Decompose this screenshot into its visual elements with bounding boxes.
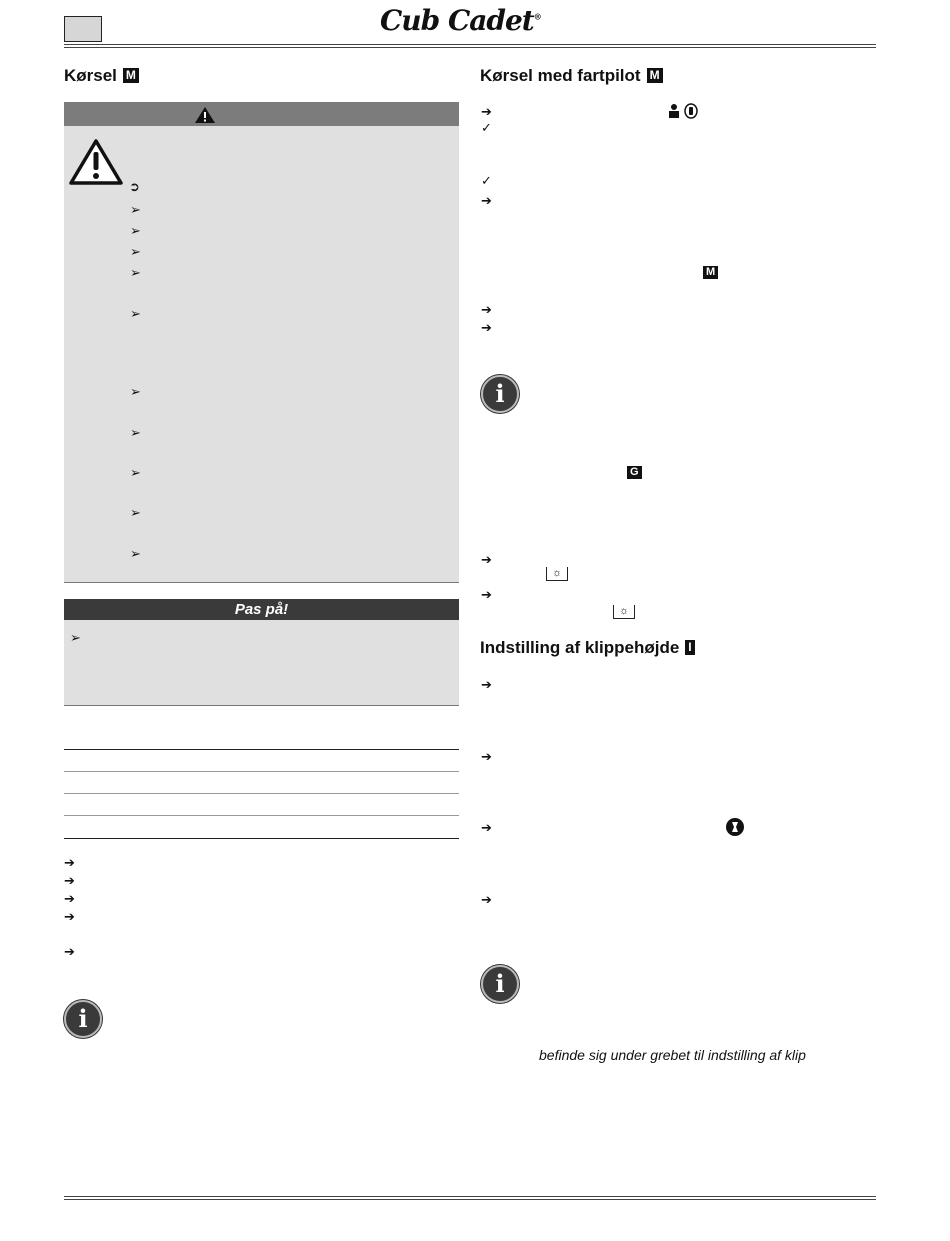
info-icon: i xyxy=(64,1000,102,1038)
table-row xyxy=(64,749,459,750)
arrow-icon: ➔ xyxy=(481,104,492,119)
warning-triangle-icon xyxy=(194,106,216,124)
header-rule xyxy=(64,47,876,48)
check-icon: ✓ xyxy=(481,173,492,188)
info-note-text: befinde sig under grebet til indstilling af klip xyxy=(539,1047,806,1063)
arrow-icon: ➔ xyxy=(64,909,75,924)
bullet-icon: ➢ xyxy=(130,465,141,480)
bullet-icon: ➢ xyxy=(130,306,141,321)
bullet-icon: ➢ xyxy=(130,546,141,561)
figure-tag: M xyxy=(647,68,663,83)
bullet-icon: ➢ xyxy=(130,202,141,217)
warning-triangle-icon xyxy=(68,138,124,186)
figure-tag: G xyxy=(627,466,642,479)
info-icon: i xyxy=(481,375,519,413)
arrow-icon: ➔ xyxy=(481,552,492,567)
warning-header xyxy=(64,102,459,126)
info-icon: i xyxy=(481,965,519,1003)
table-row xyxy=(64,838,459,839)
figure-tag: I xyxy=(685,640,694,655)
arrow-icon: ➔ xyxy=(64,944,75,959)
section-title-driving: Kørsel M xyxy=(64,66,139,86)
footer-rule xyxy=(64,1199,876,1200)
light-switch-icon: ☼ xyxy=(613,605,635,619)
light-switch-icon: ☼ xyxy=(546,567,568,581)
page-number-box xyxy=(64,16,102,42)
arrow-icon: ➔ xyxy=(481,820,492,835)
caution-header: Pas på! xyxy=(64,599,459,620)
table-row xyxy=(64,815,459,816)
bullet-icon: ➢ xyxy=(130,244,141,259)
arrow-icon: ➔ xyxy=(481,587,492,602)
section-title-cutting-height: Indstilling af klippehøjde I xyxy=(480,638,695,658)
figure-tag: M xyxy=(703,266,718,279)
bullet-icon: ➢ xyxy=(70,630,81,645)
cruise-control-icon xyxy=(667,103,701,119)
brand-logo: Cub Cadet® xyxy=(380,4,541,37)
bullet-icon: ➢ xyxy=(130,265,141,280)
table-row xyxy=(64,771,459,772)
check-icon: ✓ xyxy=(481,120,492,135)
arrow-icon: ➔ xyxy=(64,855,75,870)
bullet-icon: ➢ xyxy=(130,505,141,520)
arrow-icon: ➔ xyxy=(481,193,492,208)
arrow-icon: ➔ xyxy=(64,891,75,906)
table-row xyxy=(64,793,459,794)
bullet-icon: ➢ xyxy=(130,223,141,238)
circle-arrow-icon: ➲ xyxy=(129,179,140,194)
arrow-icon: ➔ xyxy=(481,892,492,907)
figure-tag: M xyxy=(123,68,139,83)
arrow-icon: ➔ xyxy=(481,677,492,692)
cutting-height-lever-icon xyxy=(725,817,745,837)
arrow-icon: ➔ xyxy=(481,302,492,317)
arrow-icon: ➔ xyxy=(481,320,492,335)
section-title-cruise-control: Kørsel med fartpilot M xyxy=(480,66,663,86)
footer-rule xyxy=(64,1196,876,1197)
arrow-icon: ➔ xyxy=(481,749,492,764)
bullet-icon: ➢ xyxy=(130,425,141,440)
header-rule xyxy=(64,44,876,45)
arrow-icon: ➔ xyxy=(64,873,75,888)
bullet-icon: ➢ xyxy=(130,384,141,399)
